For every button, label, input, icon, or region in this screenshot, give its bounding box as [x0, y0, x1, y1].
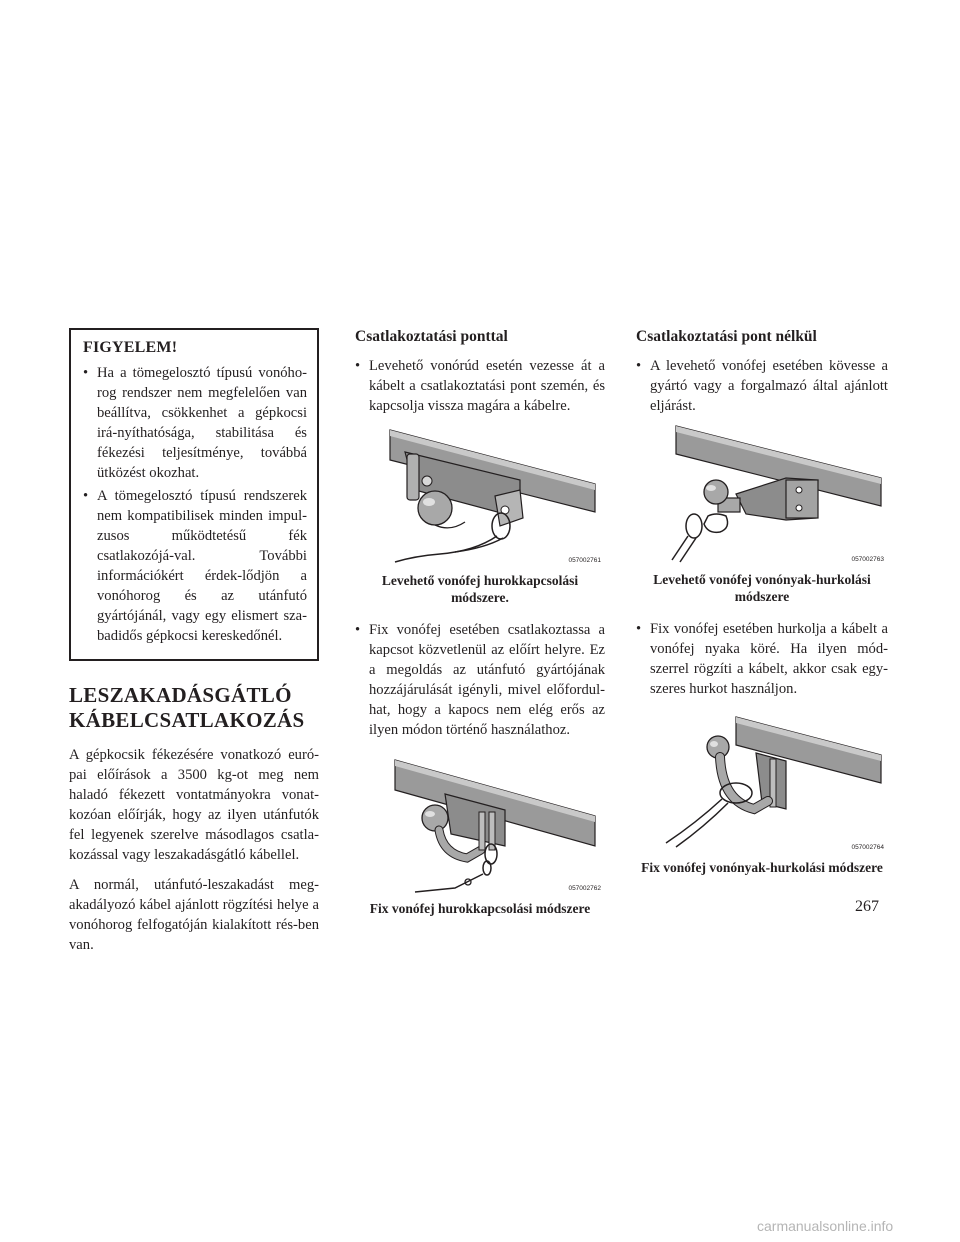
- figure-fixed-neck: [636, 713, 888, 853]
- warning-item: • A tömegelosztó típusú rendszerek nem kompatibilisek minden impul-zusos működtetésű fék csatlakozójá-val. További információkért érdek-lődjön a vonóhorog és az utánfutó gyártójánál, vagy egy elismert sza-badidős gépkocsi kereskedőnél.: [83, 486, 307, 646]
- warning-box: [69, 328, 319, 661]
- figure-code: 057002764: [851, 844, 884, 851]
- section-heading-line-1: LESZAKADÁSGÁTLÓ: [69, 683, 292, 707]
- figure-fixed-loop: [355, 754, 605, 894]
- warning-list: [83, 363, 307, 646]
- figure-caption: Fix vonófej hurokkapcsolási módszere: [369, 901, 591, 916]
- left-column: [69, 328, 319, 965]
- without-point-bullet-2: • Fix vonófej esetében hurkolja a kábelt a vonófej nyaka köré. Ha ilyen mód-szerrel rögzíti a kábelt, akkor csak egy-szeres hurkot használjon.: [636, 619, 888, 699]
- figure-caption: Fix vonófej vonónyak-hurkolási módszere: [641, 860, 883, 875]
- without-point-heading: Csatlakoztatási pont nélkül: [636, 328, 817, 345]
- removable-hitch-neck-illustration: [636, 420, 888, 565]
- right-column: [636, 328, 888, 890]
- intro-paragraph: A gépkocsik fékezésére vonatkozó euró-pai előírások a 3500 kg-ot meg nem haladó fékezett vontatmányokra vonat-kozóan előírják, hogy az ilyen utánfutók fel legyenek szerelve másodlagos csatla-kozással vagy leszakadásgátló kábellel.: [69, 747, 319, 863]
- warning-title: FIGYELEM!: [83, 339, 178, 356]
- without-point-bullet-1: • A levehető vonófej esetében kövesse a gyártó vagy a forgalmazó által ajánlott eljárást.: [636, 356, 888, 416]
- with-point-bullet-1: • Levehető vonórúd esetén vezesse át a kábelt a csatlakoztatási pont szemén, és kapcsolja vissza magára a kábelre.: [355, 356, 605, 416]
- with-point-list-2: [355, 620, 605, 740]
- figure-caption: Levehető vonófej vonónyak-hurkolási módszere: [653, 572, 871, 604]
- with-point-list-1: [355, 356, 605, 416]
- watermark: carmanualsonline.info: [757, 1218, 894, 1234]
- warning-item: • Ha a tömegelosztó típusú vonóho-rog rendszer nem megfelelően van beállítva, csökkenhet a gépkocsi irá-nyíthatósága, stabilitása és fékezési teljesítménye, továbbá ütközést okozhat.: [83, 363, 307, 483]
- mounting-paragraph: A normál, utánfutó-leszakadást meg-akadályozó kábel ajánlott rögzítési helye a vonóhorog felfogatóján kialakított rés-ben van.: [69, 877, 319, 953]
- page-number: 267: [855, 898, 879, 915]
- without-point-list-1: [636, 356, 888, 416]
- fixed-hitch-loop-illustration: [355, 754, 605, 894]
- with-point-bullet-2: • Fix vonófej esetében csatlakoztassa a kapcsot közvetlenül az előírt helyre. Ez a megoldás az utánfutó gyártójának hozzájárulását igényli, mivel előfordul-hat, hogy a kapocs nem elég erős az ilyen módon történő használathoz.: [355, 620, 605, 740]
- without-point-list-2: [636, 619, 888, 699]
- figure-caption: Levehető vonófej hurokkapcsolási módszere.: [381, 573, 579, 605]
- middle-column: [355, 328, 605, 931]
- fixed-hitch-neck-illustration: [636, 713, 888, 853]
- figure-code: 057002762: [568, 885, 601, 892]
- figure-code: 057002761: [568, 557, 601, 564]
- figure-removable-neck: [636, 420, 888, 565]
- removable-hitch-loop-illustration: [355, 426, 605, 566]
- figure-code: 057002763: [851, 556, 884, 563]
- section-heading-line-2: KÁBELCSATLAKOZÁS: [69, 708, 305, 732]
- figure-removable-loop: [355, 426, 605, 566]
- with-point-heading: Csatlakoztatási ponttal: [355, 328, 508, 345]
- section-heading: [69, 683, 319, 733]
